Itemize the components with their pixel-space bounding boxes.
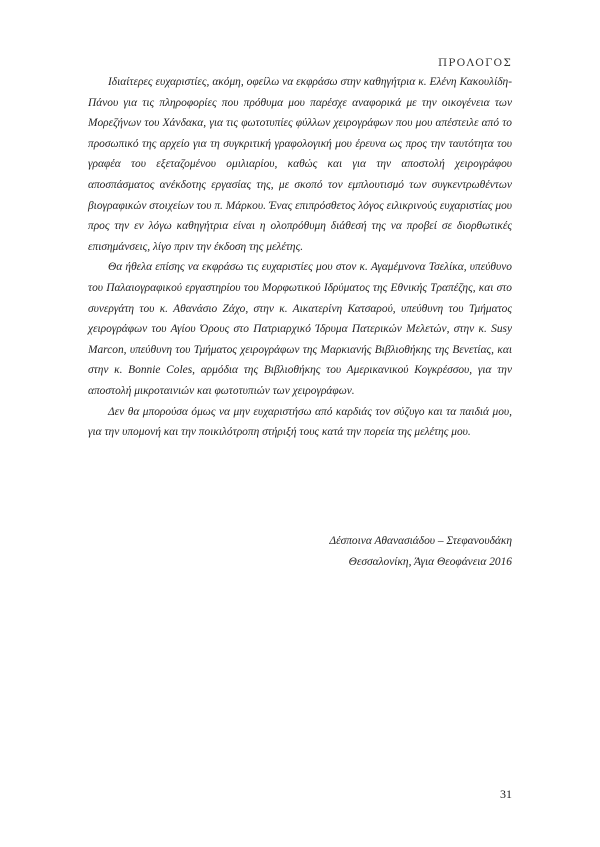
body-text — [88, 72, 512, 443]
page-number: 31 — [500, 787, 512, 801]
signature-place-date: Θεσσαλονίκη, Άγια Θεοφάνεια 2016 — [348, 556, 512, 568]
running-header: ΠΡΟΛΟΓΟΣ — [438, 57, 512, 69]
paragraph-acknowledgement-family: Δεν θα μπορούσα όμως να μην ευχαριστήσω από καρδιάς τον σύζυγο και τα παιδιά μου, για την υπομονή και την ποικιλότροπη στήριξή τους κατά την πορεία της μελέτης μου. — [88, 405, 512, 439]
paragraph-acknowledgement-institutions: Θα ήθελα επίσης να εκφράσω τις ευχαριστίες μου στον κ. Αγαμέμνονα Τσελίκα, υπεύθυνο του Παλαιογραφικού εργαστηρίου του Μορφωτικού Ιδρύματος της Εθνικής Τραπέζης, και στο συνεργάτη του κ. Αθανάσιο Ζάχο, στην κ. Αικατερίνη Κατσαρού, υπεύθυνη του Τμήματος χειρογράφων του Αγίου Όρους στο Πατριαρχικό Ίδρυμα Πατερικών Μελετών, στην κ. Susy Marcon, υπεύθυνη του Τμήματος χειρογράφων της Μαρκιανής Βιβλιοθήκης της Βενετίας, και στην κ. Bonnie Coles, αρμόδια της Βιβλιοθήκης του Αμερικανικού Κογκρέσσου, για την αποστολή μικροταινιών και φωτοτυπιών των χειρογράφων. — [88, 261, 512, 397]
signature-author: Δέσποινα Αθανασιάδου – Στεφανουδάκη — [329, 535, 512, 547]
paragraph-acknowledgement-professor: Ιδιαίτερες ευχαριστίες, ακόμη, οφείλω να εκφράσω στην καθηγήτρια κ. Ελένη Κακουλίδη-Πάνου για τις πληροφορίες που πρόθυμα μου παρέσχε αναφορικά με την οικογένεια των Μορεζήνων του Χάνδακα, για τις φωτοτυπίες φύλλων χειρογράφων που μου απέστειλε από το προσωπικό της αρχείο για τη συγκριτική γραφολογική μου έρευνα ως προς την ταυτότητα του γραφέα του εξεταζομένου ομιλιαρίου, καθώς και για την αποστολή χειρογράφου αποσπάσματος ανέκδοτης εργασίας της, με σκοπό τον εμπλουτισμό των συγκεντρωθέντων βιογραφικών στοιχείων του π. Μάρκου. Ένας επιπρόσθετος λόγος ειλικρινούς ευχαριστίας μου προς την εν λόγω καθηγήτρια είναι η ολοπρόθυμη διάθεσή της να προβεί σε διορθωτικές επισημάνσεις, λίγο πριν την έκδοση της μελέτης. — [88, 76, 512, 253]
